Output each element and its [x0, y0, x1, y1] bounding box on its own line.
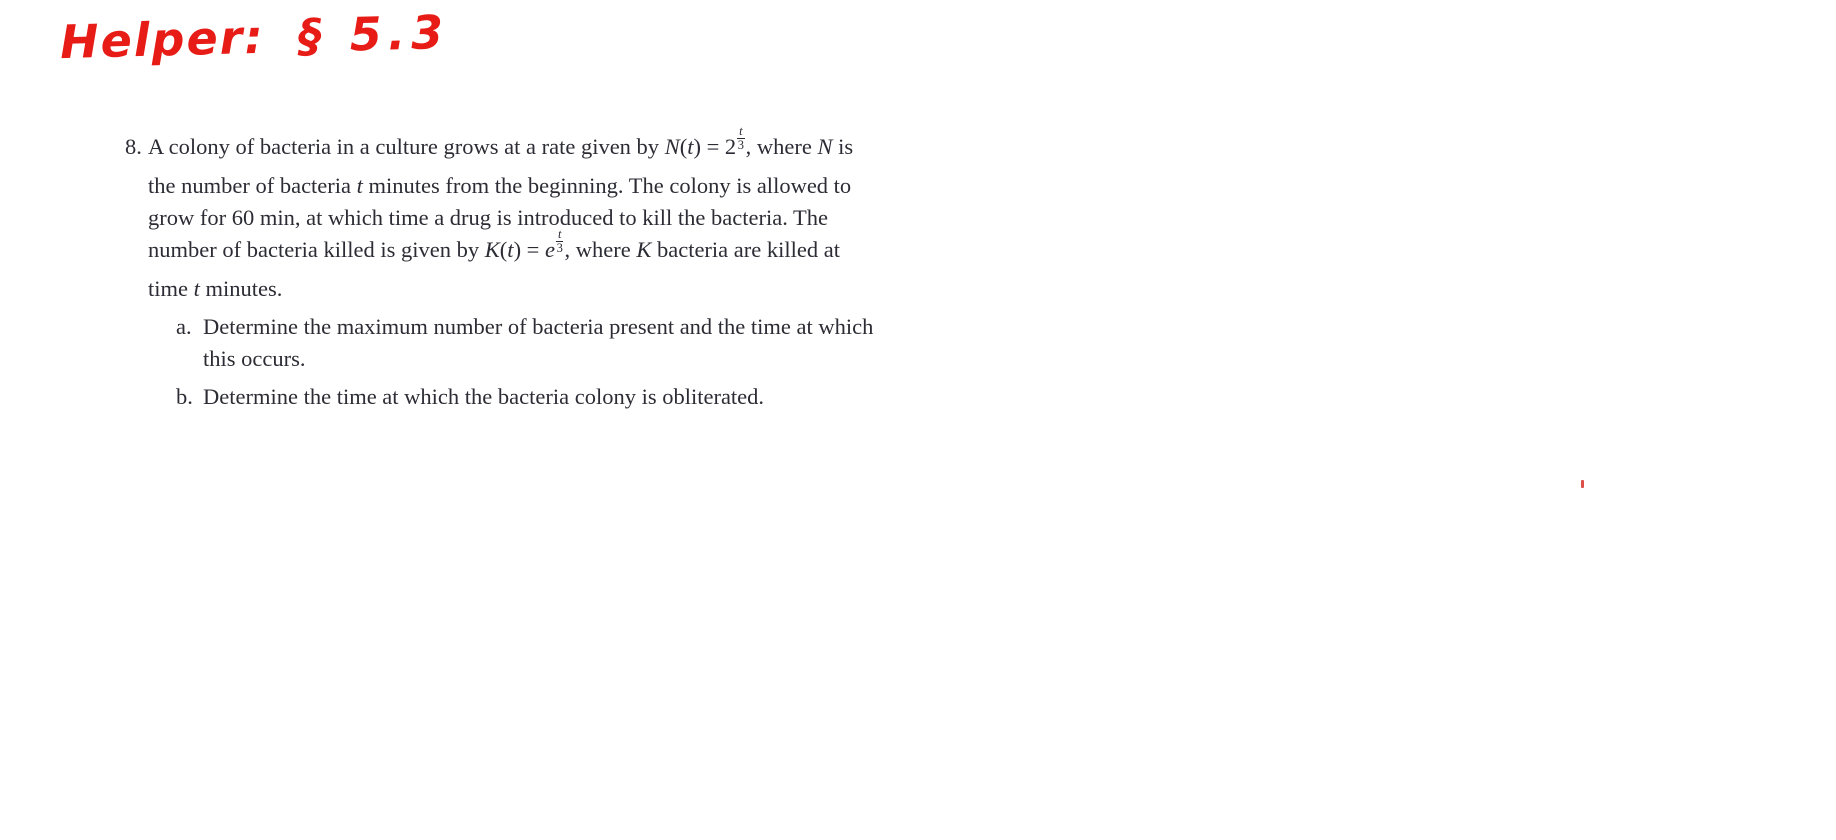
problem-paragraph	[125, 124, 874, 413]
subitem-a	[176, 311, 873, 375]
handwritten-annotation-label: Helper:	[59, 9, 266, 70]
problem-text	[148, 124, 874, 413]
subitem-b	[176, 381, 873, 413]
subitem-b-label: b.	[176, 384, 193, 409]
problem-line-2: the number of bacteria t minutes from the beginning. The colony is allowed to	[148, 173, 852, 198]
stray-pen-mark	[1581, 480, 1584, 488]
problem-number: 8.	[125, 134, 142, 159]
problem-block	[125, 124, 874, 413]
subitem-a-line-1: Determine the maximum number of bacteria present and the time at which	[203, 314, 874, 339]
superscript-fraction: $\frac{t}{3}$	[737, 124, 745, 152]
subitem-a-text	[203, 311, 873, 375]
superscript-fraction: $\frac{t}{3}$	[556, 227, 563, 255]
handwritten-section-reference: § 5.3	[297, 4, 450, 63]
subitem-b-text	[203, 381, 764, 413]
handwritten-annotation	[59, 1, 450, 73]
problem-line-4: number of bacteria killed is given by K(t) = e $\frac{t}{3}$ , where K bacteria are killed at	[148, 227, 840, 262]
problem-line-1: A colony of bacteria in a culture grows at a rate given by N(t) = 2 $\frac{t}{3}$ , where N is	[148, 124, 854, 159]
problem-line-5: time t minutes.	[148, 276, 283, 301]
subitem-a-line-2: this occurs.	[203, 346, 306, 371]
subitem-b-line-1: Determine the time at which the bacteria colony is obliterated.	[203, 384, 765, 409]
problem-line-3: grow for 60 min, at which time a drug is introduced to kill the bacteria. The	[148, 205, 829, 230]
subitem-a-label: a.	[176, 314, 192, 339]
